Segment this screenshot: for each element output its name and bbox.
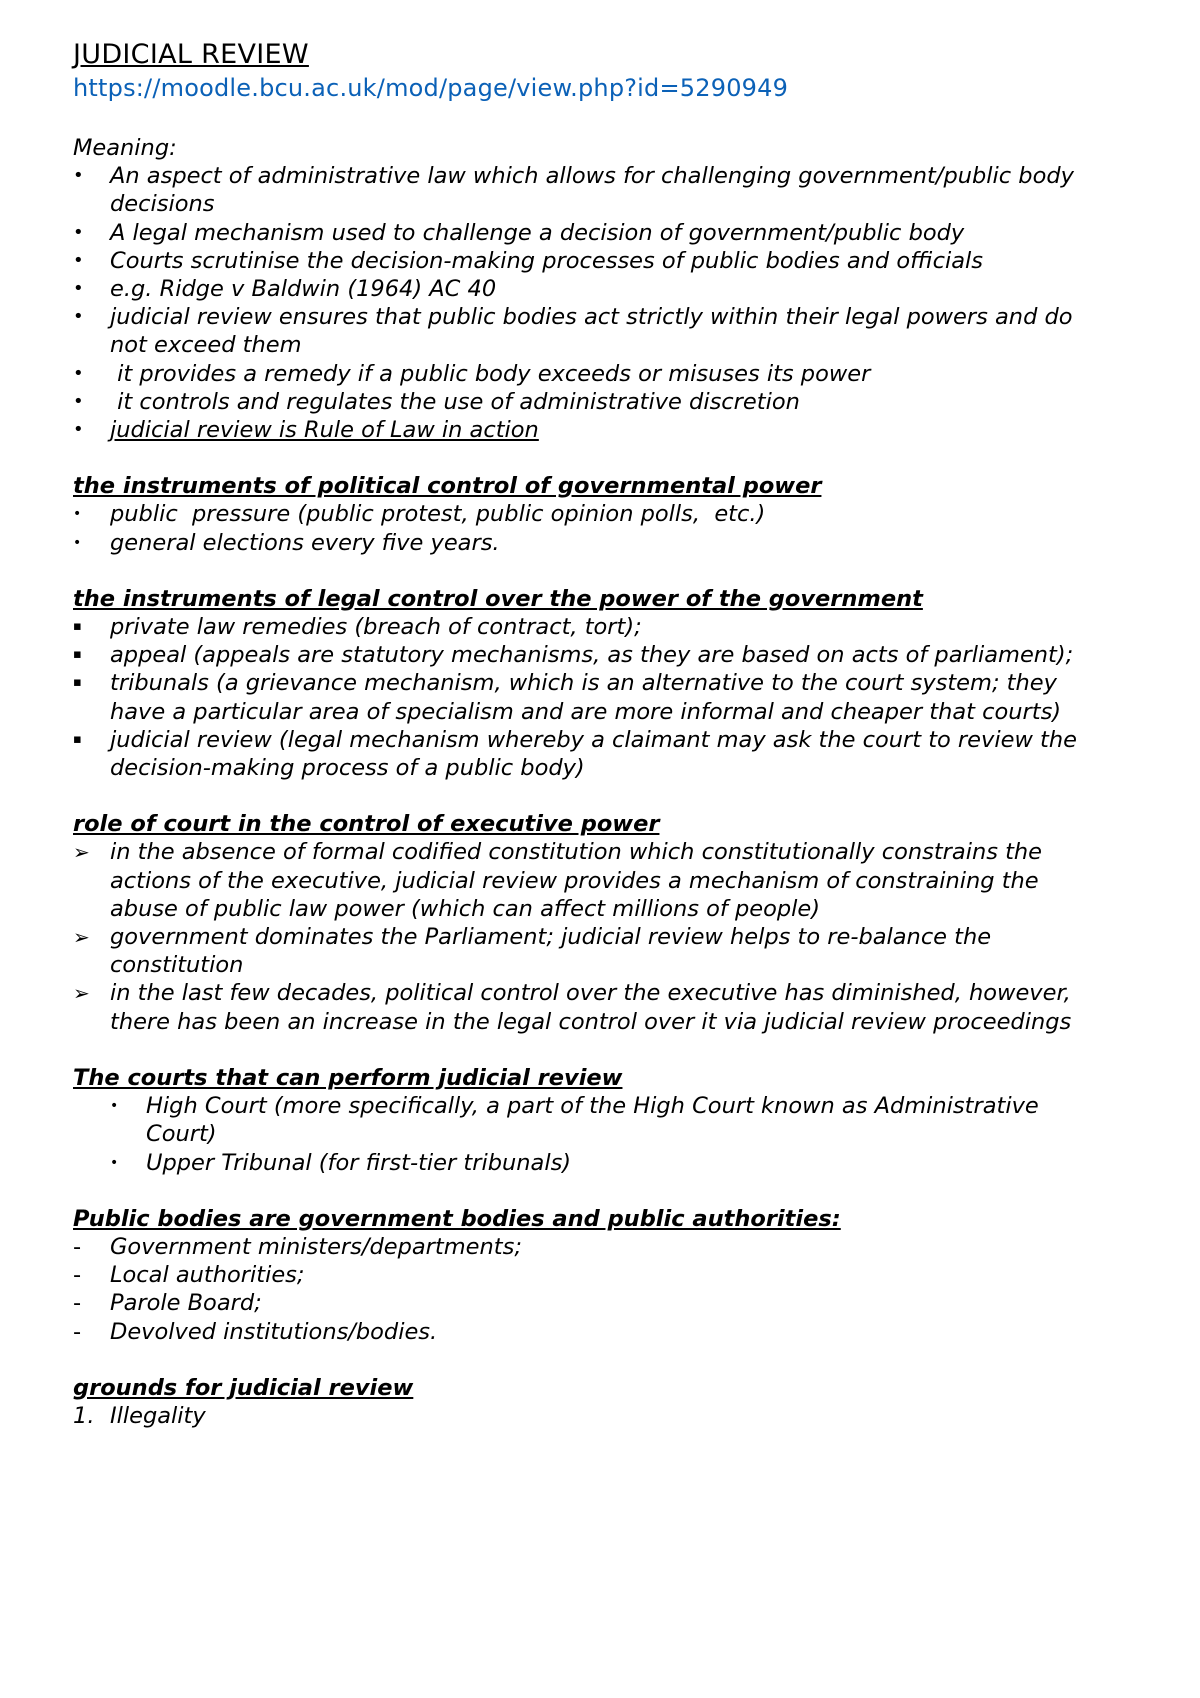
list-item: - Devolved institutions/bodies. bbox=[73, 1318, 438, 1345]
section-heading: the instruments of legal control over the power of the government bbox=[73, 585, 923, 612]
bullet-icon: • bbox=[73, 221, 84, 243]
political-control-list bbox=[73, 500, 1113, 556]
section-heading: Public bodies are government bodies and public authorities: bbox=[73, 1205, 841, 1232]
section-heading: role of court in the control of executive power bbox=[73, 811, 660, 838]
list-item: • judicial review is Rule of Law in action bbox=[73, 417, 539, 444]
list-item: • High Court (more specifically, a part of the High Court known as Administrative Court) bbox=[110, 1093, 1039, 1148]
list-number: 1. bbox=[73, 1402, 95, 1429]
grounds-list bbox=[73, 1402, 1113, 1430]
role-of-court-list bbox=[73, 838, 1113, 1035]
list-item: • public pressure (public protest, public opinion polls, etc.) bbox=[73, 501, 766, 528]
list-item: • Courts scrutinise the decision-making processes of public bodies and officials bbox=[73, 247, 983, 274]
dash-bullet-icon: - bbox=[73, 1262, 82, 1289]
document-title: JUDICIAL REVIEW bbox=[73, 39, 309, 70]
list-item: ➢ in the absence of formal codified constitution which constitutionally constrains the actions of the executive, judicial review provides a mechanism of constraining the abuse of public law power (which can affect millions of people) bbox=[73, 839, 1043, 922]
square-bullet-icon: ▪ bbox=[73, 675, 82, 691]
bullet-icon: • bbox=[73, 534, 82, 551]
meaning-list bbox=[73, 162, 1113, 444]
legal-control-list bbox=[73, 613, 1113, 782]
list-item: • e.g. Ridge v Baldwin (1964) AC 40 bbox=[73, 276, 497, 303]
list-item: ▪ appeal (appeals are statutory mechanisms, as they are based on acts of parliament); bbox=[73, 642, 1074, 669]
bullet-icon: • bbox=[73, 306, 84, 328]
list-item: - Government ministers/departments; bbox=[73, 1233, 522, 1260]
arrow-bullet-icon: ➢ bbox=[73, 981, 90, 1006]
list-item: ➢ in the last few decades, political control over the executive has diminished, however, there has been an increase in the legal control over it via judicial review proceedings bbox=[73, 980, 1072, 1035]
list-item: • general elections every five years. bbox=[73, 529, 500, 556]
courts-list bbox=[73, 1092, 1113, 1177]
square-bullet-icon: ▪ bbox=[73, 619, 82, 635]
moodle-link[interactable]: https://moodle.bcu.ac.uk/mod/page/view.php?id=5290949 bbox=[73, 74, 789, 102]
bullet-icon: • bbox=[73, 249, 84, 271]
section-heading: grounds for judicial review bbox=[73, 1374, 414, 1401]
square-bullet-icon: ▪ bbox=[73, 731, 82, 747]
political-control-section bbox=[73, 472, 1113, 557]
list-item: • A legal mechanism used to challenge a decision of government/public body bbox=[73, 219, 965, 246]
square-bullet-icon: ▪ bbox=[73, 647, 82, 663]
public-bodies-list bbox=[73, 1233, 1113, 1346]
list-item: ▪ judicial review (legal mechanism whereby a claimant may ask the court to review the decision-making process of a public body) bbox=[73, 726, 1077, 782]
list-item: ▪ private law remedies (breach of contract, tort); bbox=[73, 614, 642, 641]
list-item: • An aspect of administrative law which allows for challenging government/public body decisions bbox=[73, 163, 1074, 218]
bullet-icon: • bbox=[110, 1154, 119, 1171]
grounds-section bbox=[73, 1374, 1113, 1430]
meaning-label: Meaning: bbox=[73, 135, 177, 161]
list-item: • it provides a remedy if a public body exceeds or misuses its power bbox=[73, 360, 871, 387]
list-item: • judicial review ensures that public bodies act strictly within their legal powers and do not exceed them bbox=[73, 304, 1073, 359]
bullet-icon: • bbox=[73, 278, 84, 300]
list-item: 1. Illegality bbox=[73, 1402, 206, 1429]
dash-bullet-icon: - bbox=[73, 1290, 82, 1317]
list-item: ▪ tribunals (a grievance mechanism, which is an alternative to the court system; they have a particular area of specialism and are more informal and cheaper that courts) bbox=[73, 670, 1062, 725]
list-item: • it controls and regulates the use of administrative discretion bbox=[73, 388, 800, 415]
dash-bullet-icon: - bbox=[73, 1318, 82, 1345]
bullet-icon: • bbox=[73, 419, 84, 441]
bullet-icon: • bbox=[110, 1098, 119, 1115]
public-bodies-section bbox=[73, 1205, 1113, 1346]
bullet-icon: • bbox=[73, 390, 84, 412]
arrow-bullet-icon: ➢ bbox=[73, 925, 90, 950]
arrow-bullet-icon: ➢ bbox=[73, 840, 90, 865]
section-heading: The courts that can perform judicial review bbox=[73, 1064, 623, 1091]
list-item: - Local authorities; bbox=[73, 1262, 305, 1289]
list-item: • Upper Tribunal (for first-tier tribunals) bbox=[110, 1149, 572, 1176]
dash-bullet-icon: - bbox=[73, 1233, 82, 1260]
section-heading: the instruments of political control of governmental power bbox=[73, 473, 822, 500]
bullet-icon: • bbox=[73, 362, 84, 384]
bullet-icon: • bbox=[73, 506, 82, 523]
list-item: ➢ government dominates the Parliament; judicial review helps to re-balance the constitution bbox=[73, 924, 992, 979]
bullet-icon: • bbox=[73, 165, 84, 187]
role-of-court-section bbox=[73, 810, 1113, 1036]
courts-section bbox=[73, 1064, 1113, 1177]
legal-control-section bbox=[73, 585, 1113, 782]
list-item: - Parole Board; bbox=[73, 1290, 262, 1317]
document-body bbox=[73, 38, 1113, 1430]
